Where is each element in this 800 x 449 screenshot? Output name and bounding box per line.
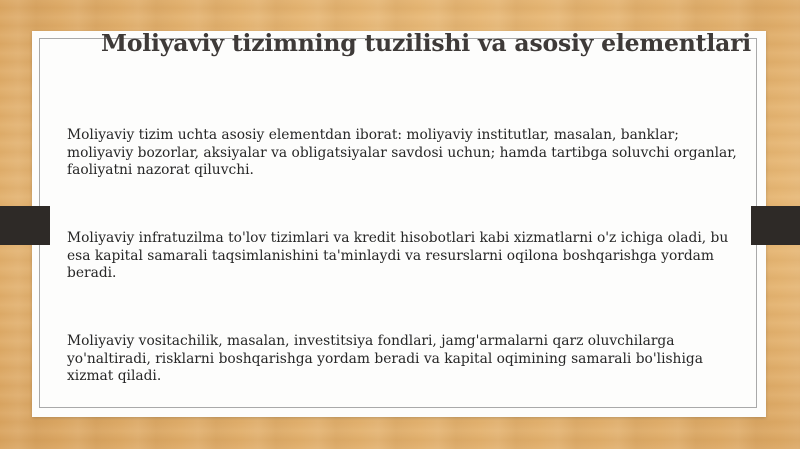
right-edge-tab	[751, 206, 800, 245]
paragraph-financial-system-elements: Moliyaviy tizim uchta asosiy elementdan iborat: moliyaviy institutlar, masalan, banklar; moliyaviy bozorlar, aksiyalar va obligatsiyalar savdosi uchun; hamda tartibga soluvchi organlar, faoliyatni nazorat qiluvchi.	[67, 127, 737, 178]
slide-title: Moliyaviy tizimning tuzilishi va asosiy elementlari	[101, 29, 752, 57]
paragraph-financial-infrastructure: Moliyaviy infratuzilma to'lov tizimlari va kredit hisobotlari kabi xizmatlarni o'z ichiga oladi, bu esa kapital samarali taqsimlanishini ta'minlaydi va resurslarni oqilona boshqarishga yordam beradi.	[67, 230, 729, 281]
left-edge-tab	[0, 206, 50, 245]
paragraph-financial-intermediation: Moliyaviy vositachilik, masalan, investitsiya fondlari, jamg'armalarni qarz oluvchilarga yo'naltiradi, risklarni boshqarishga yordam beradi va kapital oqimining samarali bo'lishiga xizmat qiladi.	[67, 333, 703, 384]
